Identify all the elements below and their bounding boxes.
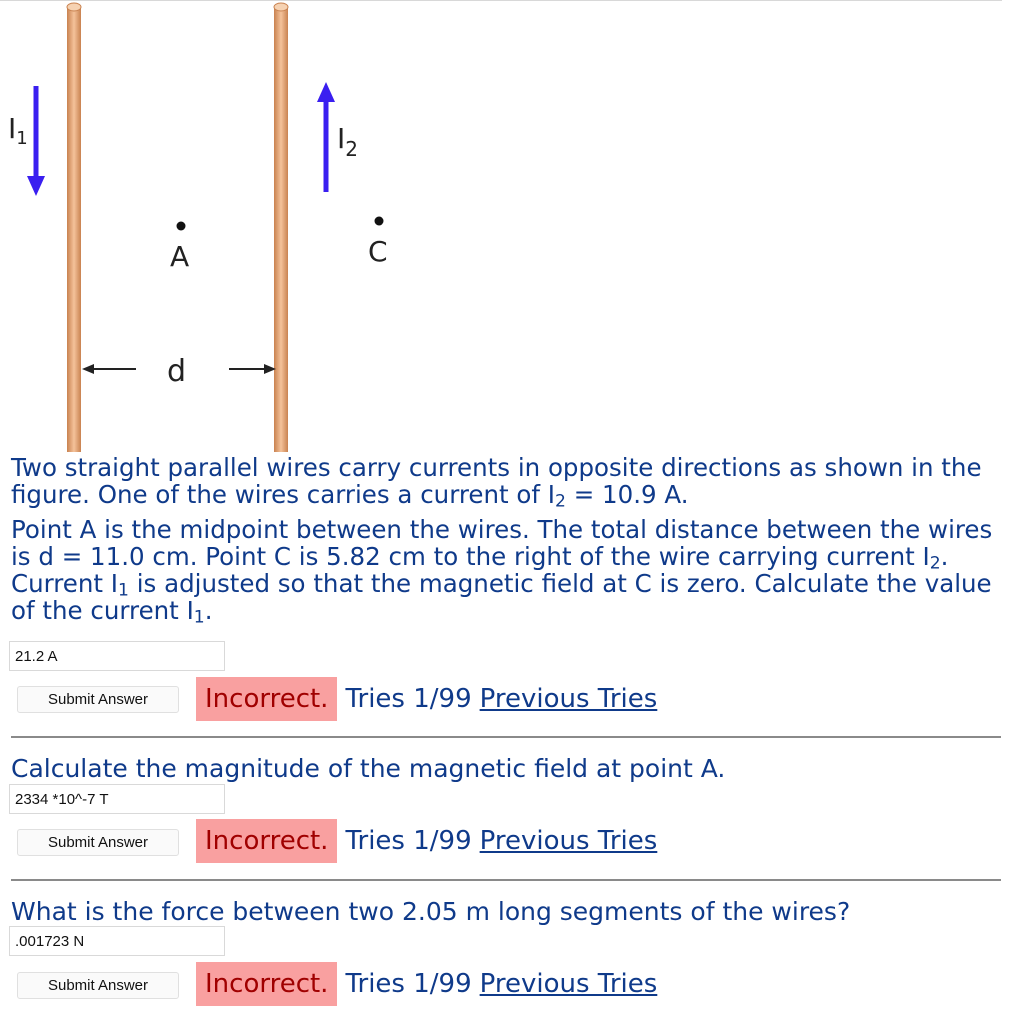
- current-i1-arrow: [27, 86, 45, 196]
- tries-count-2: Tries 1/99: [345, 826, 472, 856]
- submit-answer-button-3[interactable]: Submit Answer: [17, 972, 179, 999]
- distance-arrow-right: [229, 364, 276, 374]
- incorrect-badge-2: Incorrect.: [196, 819, 337, 863]
- label-i2: $I_2$: [337, 122, 358, 161]
- current-i2-arrow: [317, 82, 335, 192]
- previous-tries-link-2[interactable]: Previous Tries: [479, 826, 658, 856]
- distance-arrow-left: [82, 364, 136, 374]
- question-2-text: Calculate the magnitude of the magnetic field at point A.: [11, 754, 726, 783]
- answer-input-2[interactable]: 2334 *10^-7 T: [9, 784, 225, 814]
- status-row-1: [196, 677, 657, 721]
- wire-2: [274, 3, 288, 452]
- answer-input-1[interactable]: 21.2 A: [9, 641, 225, 671]
- tries-count-1: Tries 1/99: [345, 684, 472, 714]
- label-d: d: [167, 354, 187, 389]
- section-divider-2: [11, 879, 1001, 881]
- previous-tries-link-3[interactable]: Previous Tries: [479, 969, 658, 999]
- label-i1: $I_1$: [8, 112, 28, 149]
- status-row-2: [196, 819, 657, 863]
- question-3-text: What is the force between two 2.05 m long segments of the wires?: [11, 897, 851, 926]
- question-1-text: Two straight parallel wires carry currents in opposite directions as shown in the figure. One of the wires carries a current of $I_2 = 10.9$ A. Point A is the midpoint between the wires. The total distance between the wires is d = 11.0 cm. Point C is 5.82 cm to the right of the wire carrying current $I_2$. Current $I_1$ is adjusted so that the magnetic field at C is zero. Calculate the value of the current $I_1$.: [11, 453, 993, 628]
- point-c-dot: [375, 217, 384, 226]
- section-divider-1: [11, 736, 1001, 738]
- point-a-dot: [177, 222, 186, 231]
- previous-tries-link-1[interactable]: Previous Tries: [479, 684, 658, 714]
- answer-input-3[interactable]: .001723 N: [9, 926, 225, 956]
- status-row-3: [196, 962, 657, 1006]
- tries-count-3: Tries 1/99: [345, 969, 472, 999]
- label-a: A: [170, 240, 190, 273]
- incorrect-badge-1: Incorrect.: [196, 677, 337, 721]
- incorrect-badge-3: Incorrect.: [196, 962, 337, 1006]
- submit-answer-button-2[interactable]: Submit Answer: [17, 829, 179, 856]
- wire-1: [67, 3, 81, 452]
- wire-figure: [0, 0, 420, 455]
- submit-answer-button-1[interactable]: Submit Answer: [17, 686, 179, 713]
- label-c: C: [368, 235, 388, 268]
- wire-diagram: [0, 0, 420, 455]
